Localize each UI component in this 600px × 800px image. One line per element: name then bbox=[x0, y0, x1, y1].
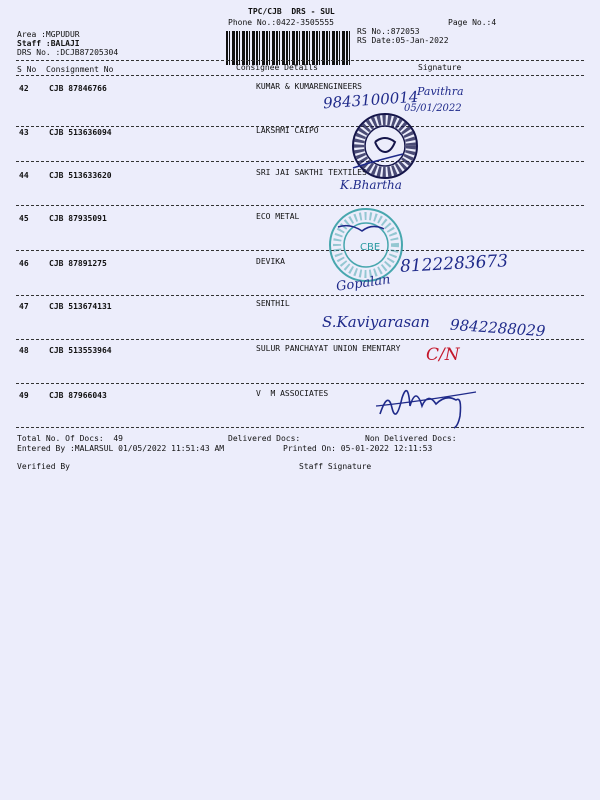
row-sno: 44 bbox=[19, 171, 29, 180]
row-sno: 48 bbox=[19, 346, 29, 355]
staff: Staff :BALAJI bbox=[17, 39, 80, 48]
row-consignment: CJB 513553964 bbox=[49, 346, 112, 355]
doc-title: TPC/CJB DRS - SUL bbox=[248, 7, 335, 16]
row-divider bbox=[16, 339, 584, 340]
hw-signature: K.Bhartha bbox=[340, 178, 402, 192]
row-sno: 46 bbox=[19, 259, 29, 268]
col-consignment: Consignment No bbox=[46, 65, 114, 74]
hw-signature-scribble bbox=[376, 384, 496, 424]
entered-by: Entered By :MALARSUL 01/05/2022 11:51:43 AM bbox=[17, 444, 225, 453]
row-divider bbox=[16, 205, 584, 206]
row-sno: 47 bbox=[19, 302, 29, 311]
hw-phone: 8122283673 bbox=[399, 251, 509, 277]
row-consignment: CJB 87846766 bbox=[49, 84, 107, 93]
row-consignee: V M ASSOCIATES bbox=[256, 389, 329, 398]
row-divider bbox=[16, 295, 584, 296]
row-sno: 43 bbox=[19, 128, 29, 137]
drs-number: DRS No. :DCJB87205304 bbox=[17, 48, 119, 57]
hw-date: 05/01/2022 bbox=[404, 103, 462, 114]
lakshmi-stamp bbox=[345, 110, 431, 180]
printed-on: Printed On: 05-01-2022 12:11:53 bbox=[283, 444, 433, 453]
row-consignee: SULUR PANCHAYAT UNION EMENTARY bbox=[256, 344, 401, 353]
eco-stamp-center: CBE bbox=[360, 242, 381, 253]
row-consignment: CJB 513674131 bbox=[49, 302, 112, 311]
hw-cn-mark: C/N bbox=[426, 345, 460, 365]
row-consignment: CJB 87966043 bbox=[49, 391, 107, 400]
col-consignee: Consignee Details bbox=[236, 63, 318, 72]
row-consignee: SRI JAI SAKTHI TEXTILES bbox=[256, 168, 367, 177]
verified-by: Verified By bbox=[17, 462, 70, 471]
col-sno: S No bbox=[17, 65, 37, 74]
row-consignment: CJB 87891275 bbox=[49, 259, 107, 268]
staff-signature: Staff Signature bbox=[299, 462, 372, 471]
row-consignee: KUMAR & KUMARENGINEERS bbox=[256, 82, 362, 91]
row-consignment: CJB 87935091 bbox=[49, 214, 107, 223]
divider bbox=[16, 75, 584, 76]
row-sno: 45 bbox=[19, 214, 29, 223]
row-consignee: LAKSHMI CAIPO bbox=[256, 126, 319, 135]
col-signature: Signature bbox=[418, 63, 462, 72]
total-docs: Total No. Of Docs: 49 bbox=[17, 434, 123, 443]
hw-phone: 9842288029 bbox=[449, 315, 546, 341]
row-consignment: CJB 513636094 bbox=[49, 128, 112, 137]
page-number: Page No.:4 bbox=[448, 18, 497, 27]
rs-date: RS Date:05-Jan-2022 bbox=[357, 36, 449, 45]
row-divider bbox=[16, 427, 584, 428]
hw-phone: 9843100014 bbox=[322, 87, 419, 113]
rs-number: RS No.:872053 bbox=[357, 27, 420, 36]
hw-signature: S.Kaviyarasan bbox=[322, 313, 430, 331]
area: Area :MGPUDUR bbox=[17, 30, 80, 39]
row-sno: 49 bbox=[19, 391, 29, 400]
delivered-docs: Delivered Docs: bbox=[228, 434, 301, 443]
row-divider bbox=[16, 161, 584, 162]
hw-name: Pavithra bbox=[417, 85, 464, 98]
hw-signature: Gopalan bbox=[335, 272, 392, 295]
row-consignee: ECO METAL bbox=[256, 212, 300, 221]
row-sno: 42 bbox=[19, 84, 29, 93]
row-divider bbox=[16, 383, 584, 384]
phone-number: Phone No.:0422-3505555 bbox=[228, 18, 334, 27]
row-consignee: DEVIKA bbox=[256, 257, 285, 266]
row-consignment: CJB 513633620 bbox=[49, 171, 112, 180]
row-consignee: SENTHIL bbox=[256, 299, 290, 308]
divider bbox=[16, 60, 584, 61]
non-delivered-docs: Non Delivered Docs: bbox=[365, 434, 457, 443]
